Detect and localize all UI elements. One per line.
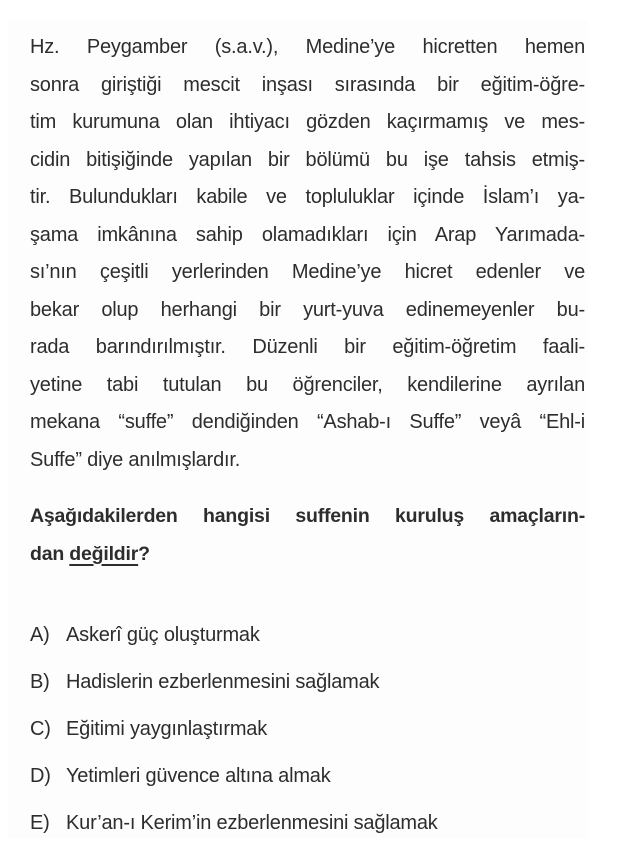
passage-line: mekana “suffe” dendiğinden “Ashab-ı Suffe” veyâ “Ehl-i <box>30 411 585 433</box>
option-b-letter: B) <box>30 671 50 693</box>
question-stem <box>30 498 585 573</box>
passage-line: Hz. Peygamber (s.a.v.), Medine’ye hicretten hemen <box>30 36 585 58</box>
option-b <box>30 659 585 706</box>
stem-suffix: ? <box>138 542 150 565</box>
option-a <box>30 612 585 659</box>
passage-line: tim kurumuna olan ihtiyacı gözden kaçırmamış ve mes- <box>30 111 585 133</box>
passage-line: sonra giriştiği mescit inşası sırasında bir eğitim-öğre- <box>30 73 585 96</box>
passage <box>30 29 585 479</box>
stem-underlined-word: değildir <box>69 542 139 565</box>
stem-line-1: Aşağıdakilerden hangisi suffenin kuruluş amaçların- <box>30 505 585 527</box>
option-d-letter: D) <box>30 765 51 787</box>
options-list <box>30 612 585 847</box>
option-c <box>30 706 585 753</box>
option-a-letter: A) <box>30 624 50 646</box>
option-b-text: Hadislerin ezberlenmesini sağlamak <box>66 671 380 693</box>
option-c-letter: C) <box>30 718 51 740</box>
option-d-text: Yetimleri güvence altına almak <box>66 765 331 787</box>
option-e-text: Kur’an-ı Kerim’in ezberlenmesini sağlamak <box>66 812 438 834</box>
stem-line-2 <box>30 536 585 574</box>
option-e <box>30 800 585 847</box>
option-a-text: Askerî güç oluşturmak <box>66 624 260 646</box>
passage-line: şama imkânına sahip olamadıkları için Arap Yarımada- <box>30 223 585 246</box>
passage-line: bekar olup herhangi bir yurt-yuva edinemeyenler bu- <box>30 298 585 321</box>
passage-line: rada barındırılmıştır. Düzenli bir eğitim-öğretim faali- <box>30 336 585 358</box>
passage-line: sı’nın çeşitli yerlerinden Medine’ye hicret edenler ve <box>30 261 585 283</box>
stem-prefix: dan <box>30 542 70 565</box>
question-page <box>8 21 588 838</box>
passage-line: Suffe” diye anılmışlardır. <box>30 448 241 471</box>
passage-line: cidin bitişiğinde yapılan bir bölümü bu işe tahsis etmiş- <box>30 148 585 171</box>
option-c-text: Eğitimi yaygınlaştırmak <box>66 718 268 740</box>
option-e-letter: E) <box>30 812 50 834</box>
option-d <box>30 753 585 800</box>
passage-line: yetine tabi tutulan bu öğrenciler, kendilerine ayrılan <box>30 373 585 396</box>
passage-line: tir. Bulundukları kabile ve topluluklar içinde İslam’ı ya- <box>30 186 585 208</box>
